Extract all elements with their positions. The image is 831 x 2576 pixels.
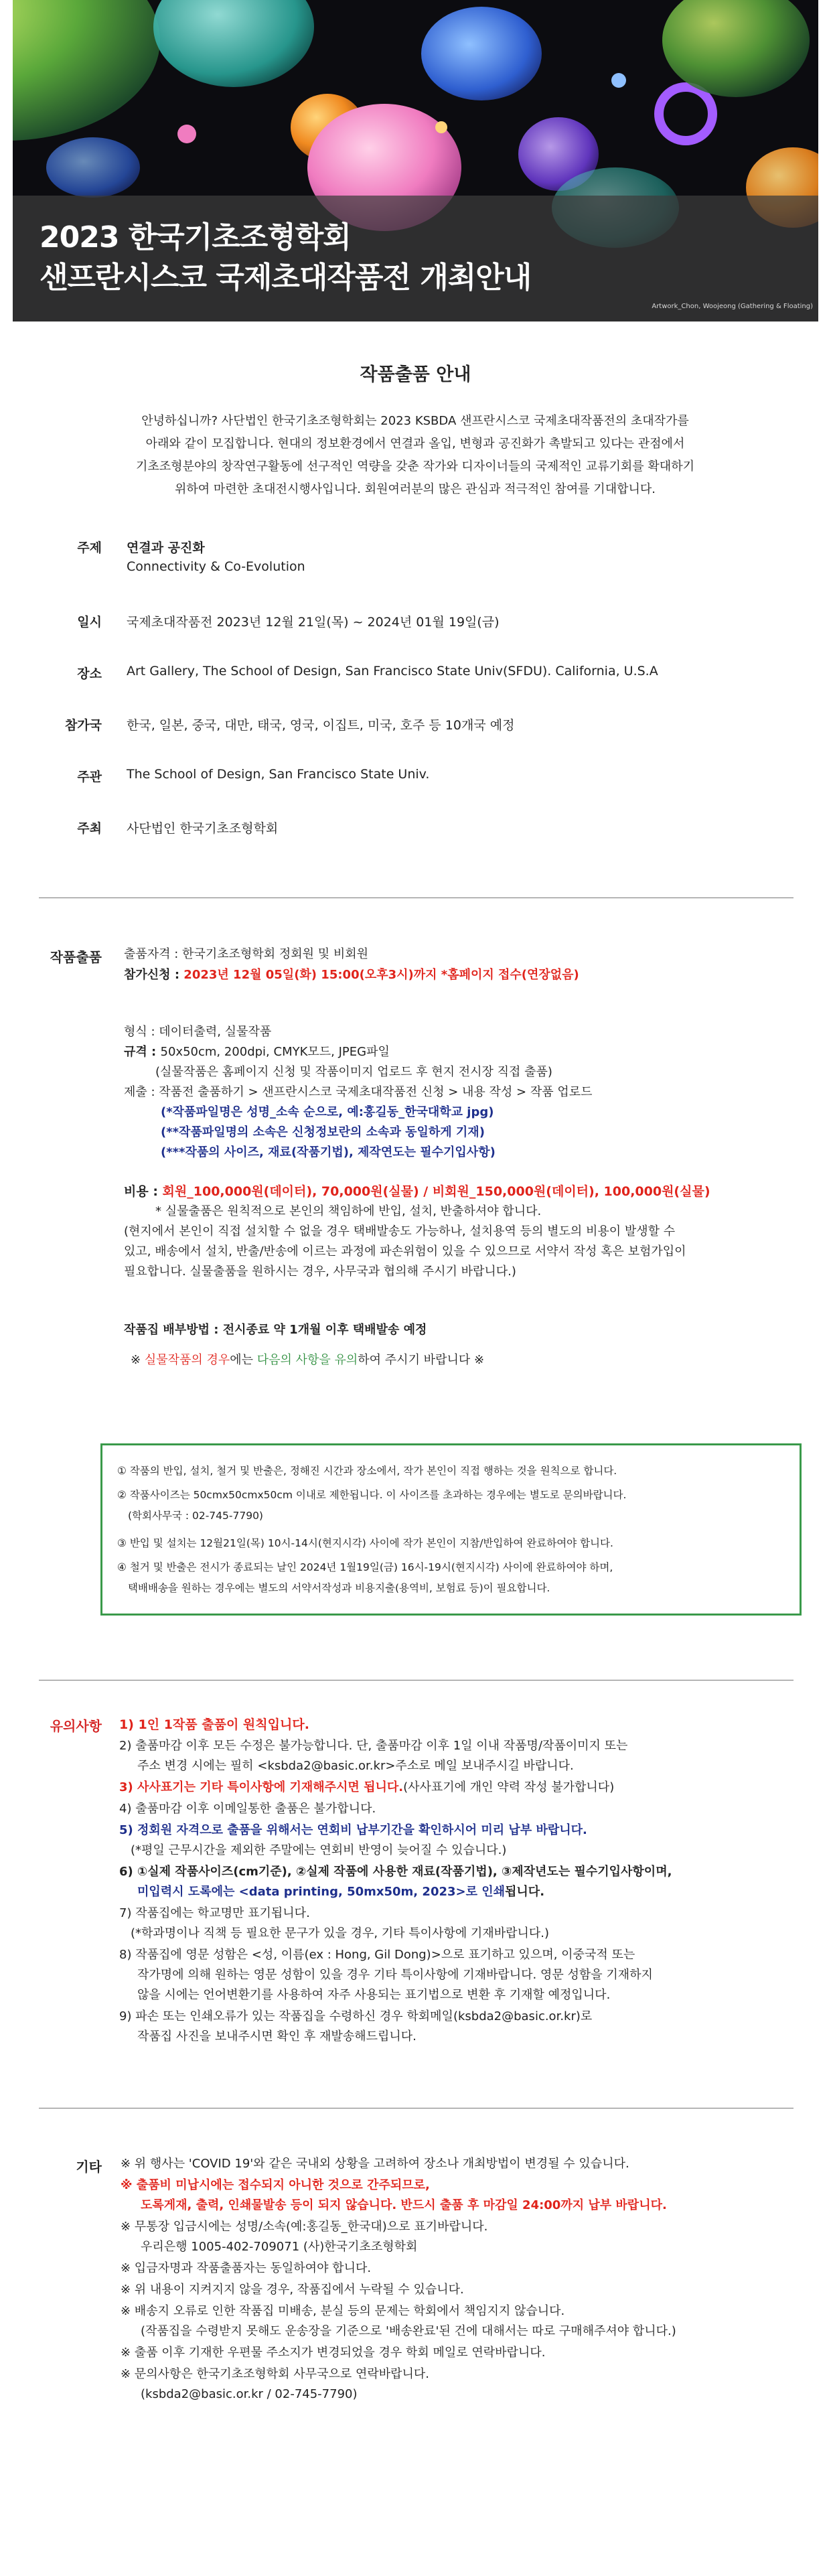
info-label: 일시 — [77, 615, 102, 630]
fee-prefix: 비용 : — [124, 1184, 163, 1199]
etc-line: ※ 배송지 오류로 인한 작품집 미배송, 분실 등의 문제는 학회에서 책임지지 않습니다. — [121, 2304, 565, 2318]
caution-item — [137, 1883, 544, 1902]
intro-line: 위하여 마련한 초대전시행사입니다. 회원여러분의 많은 관심과 적극적인 참여를 기대합니다. — [175, 482, 656, 496]
caution-mid: 에는 — [230, 1353, 257, 1367]
header-banner — [13, 0, 818, 321]
info-label: 주관 — [77, 770, 102, 784]
bank-account: 우리은행 1005-402-709071 (사)한국기초조형학회 — [141, 2240, 418, 2254]
spec-note: (실물작품은 홈페이지 신청 및 작품이미지 업로드 후 현지 전시장 직접 출품) — [155, 1065, 552, 1079]
fee-value: 회원_100,000원(데이터), 70,000원(실물) / 비회원_150,000원(데이터), 100,000원(실물) — [162, 1184, 710, 1199]
caution-red: 실물작품의 경우 — [144, 1353, 230, 1367]
catalog-delivery: 작품집 배부방법 : 전시종료 약 1개월 이후 택배발송 예정 — [124, 1323, 427, 1337]
apply-line — [124, 966, 579, 985]
caution-item — [119, 1778, 614, 1797]
intro-line: 기초조형분야의 창작연구활동에 선구적인 역량을 갖춘 작가와 디자이너들의 국제적인 교류기회를 확대하기 — [136, 459, 694, 474]
caution-item: 8) 작품집에 영문 성함은 <성, 이름(ex : Hong, Gil Dong)>으로 표기하고 있으며, 이중국적 또는 — [119, 1948, 635, 1962]
caution-item: 작품집 사진을 보내주시면 확인 후 재발송해드립니다. — [137, 2029, 417, 2044]
info-label: 주제 — [77, 541, 102, 555]
info-value: The School of Design, San Francisco State Univ. — [127, 767, 430, 782]
spec-line — [124, 1043, 390, 1062]
caution-pre: ※ — [131, 1353, 145, 1367]
info-label: 주최 — [77, 821, 102, 836]
info-value: Art Gallery, The School of Design, San Francisco State Univ(SFDU). California, U.S.A — [127, 664, 658, 678]
banner-title-line2: 샌프란시스코 국제초대작품전 개최안내 — [40, 261, 532, 295]
submit-path: 제출 : 작품전 출품하기 > 샌프란시스코 국제초대작품전 신청 > 내용 작성 > 작품 업로드 — [124, 1085, 593, 1099]
info-value: 국제초대작품전 2023년 12월 21일(목) ~ 2024년 01월 19일(금) — [127, 615, 500, 630]
info-value: 연결과 공진화 — [127, 541, 205, 555]
etc-line: (작품집을 수령받지 못해도 운송장을 기준으로 '배송완료'된 건에 대해서는 따로 구매해주셔야 합니다.) — [141, 2324, 676, 2338]
caution-item: 않을 시에는 언어변환기를 사용하여 자주 사용되는 표기법으로 변환 후 기재할 예정입니다. — [137, 1988, 611, 2002]
caution-item-navy: 미입력시 도록에는 <data printing, 50mx50m, 2023>로 인쇄 — [137, 1885, 506, 1899]
spec-prefix: 규격 : — [124, 1045, 161, 1059]
notice-item: ① 작품의 반입, 설치, 철거 및 반출은, 정해진 시간과 장소에서, 작가 본인이 직접 행하는 것을 원칙으로 합니다. — [117, 1465, 617, 1477]
banner-title-line1: 2023 한국기초조형학회 — [40, 220, 351, 255]
etc-line: ※ 문의사항은 한국기초조형학회 사무국으로 연락바랍니다. — [121, 2367, 429, 2381]
caution-item-end: 됩니다. — [505, 1885, 545, 1899]
caution-item: 2) 출품마감 이후 모든 수정은 불가능합니다. 단, 출품마감 이후 1일 이내 작품명/작품이미지 또는 — [119, 1739, 628, 1753]
etc-line: 도록게재, 출력, 인쇄물발송 등이 되지 않습니다. 반드시 출품 후 마감일 24:00까지 납부 바랍니다. — [141, 2198, 667, 2212]
eligibility: 출품자격 : 한국기초조형학회 정회원 및 비회원 — [124, 947, 369, 961]
etc-label: 기타 — [76, 2159, 102, 2175]
caution-line — [131, 1351, 484, 1370]
caution-item: (*평일 근무시간을 제외한 주말에는 연회비 반영이 늦어질 수 있습니다.) — [131, 1843, 507, 1857]
info-value: 한국, 일본, 중국, 대만, 태국, 영국, 이집트, 미국, 호주 등 10개국 예정 — [127, 718, 515, 733]
caution-end: 하여 주시기 바랍니다 ※ — [358, 1353, 485, 1367]
apply-deadline: 2023년 12월 05일(화) 15:00(오후3시)까지 *홈페이지 접수(연장없음) — [183, 968, 579, 982]
fee-detail: 있고, 배송에서 설치, 반출/반송에 이르는 과정에 파손위험이 있을 수 있으므로 서약서 작성 혹은 보험가입이 — [124, 1244, 686, 1259]
info-value-en: Connectivity & Co-Evolution — [127, 559, 305, 574]
artwork-credit: Artwork_Chon, Woojeong (Gathering & Floating) — [652, 303, 813, 310]
info-label: 참가국 — [64, 718, 102, 733]
info-value: 사단법인 한국기초조형학회 — [127, 821, 279, 836]
cautions-label: 유의사항 — [50, 1718, 102, 1734]
caution-item: 6) ①실제 작품사이즈(cm기준), ②실제 작품에 사용한 재료(작품기법), ③제작년도는 필수기입사항이며, — [119, 1865, 672, 1879]
fee-detail: (현지에서 본인이 직접 설치할 수 없을 경우 택배발송도 가능하나, 설치용역 등의 별도의 비용이 발생할 수 — [124, 1224, 676, 1238]
caution-item-rest: (사사표기에 개인 약력 작성 불가합니다) — [403, 1780, 615, 1794]
caution-item: 1) 1인 1작품 출품이 원칙입니다. — [119, 1717, 309, 1732]
submission-label: 작품출품 — [50, 949, 102, 965]
intro-line: 안녕하십니까? 사단법인 한국기초조형학회는 2023 KSBDA 샌프란시스코 국제초대작품전의 초대작가를 — [141, 414, 689, 428]
caution-item: 9) 파손 또는 인쇄오류가 있는 작품집을 수령하신 경우 학회메일(ksbda2@basic.or.kr)로 — [119, 2009, 593, 2023]
file-note: (***작품의 사이즈, 재료(작품기법), 제작연도는 필수기입사항) — [161, 1145, 496, 1159]
etc-line: ※ 출품비 미납시에는 접수되지 아니한 것으로 간주되므로, — [121, 2178, 430, 2192]
notice-item: ④ 철거 및 반출은 전시가 종료되는 날인 2024년 1월19일(금) 16시-19시(현지시각) 사이에 완료하여야 하며, — [117, 1561, 613, 1573]
etc-line: ※ 출품 이후 기재한 우편물 주소지가 변경되었을 경우 학회 메일로 연락바랍니다. — [121, 2346, 546, 2360]
etc-line: ※ 위 행사는 'COVID 19'와 같은 국내외 상황을 고려하여 장소나 개최방법이 변경될 수 있습니다. — [121, 2157, 629, 2171]
section-title: 작품출품 안내 — [360, 364, 471, 385]
caution-item: 5) 정회원 자격으로 출품을 위해서는 연회비 납부기간을 확인하시어 미리 납부 바랍니다. — [119, 1823, 587, 1837]
intro-paragraph — [40, 410, 790, 501]
etc-line: ※ 위 내용이 지켜지지 않을 경우, 작품집에서 누락될 수 있습니다. — [121, 2283, 464, 2297]
notice-item: ③ 반입 및 설치는 12월21일(목) 10시-14시(현지시각) 사이에 작가 본인이 지참/반입하여 완료하여야 합니다. — [117, 1537, 613, 1549]
caution-item: 7) 작품집에는 학교명만 표기됩니다. — [119, 1906, 310, 1920]
caution-green: 다음의 사항을 유의 — [256, 1353, 358, 1367]
fee-line — [124, 1182, 710, 1201]
apply-prefix: 참가신청 : — [124, 968, 184, 982]
caution-item: 주소 변경 시에는 필히 <ksbda2@basic.or.kr>주소로 메일 보내주시길 바랍니다. — [137, 1759, 574, 1773]
spec-value: 50x50cm, 200dpi, CMYK모드, JPEG파일 — [160, 1045, 390, 1059]
caution-item: 작가명에 의해 원하는 영문 성함이 있을 경우 기타 특이사항에 기재바랍니다. 영문 성함을 기재하지 — [137, 1968, 653, 1982]
fee-note: * 실물출품은 원칙적으로 본인의 책임하에 반입, 설치, 반출하셔야 합니다. — [155, 1204, 542, 1218]
fee-detail: 필요합니다. 실물출품을 원하시는 경우, 사무국과 협의해 주시기 바랍니다.) — [124, 1265, 516, 1279]
caution-item-red: 3) 사사표기는 기타 특이사항에 기재해주시면 됩니다. — [119, 1780, 404, 1794]
format: 형식 : 데이터출력, 실물작품 — [124, 1025, 272, 1039]
caution-item: (*학과명이나 직책 등 필요한 문구가 있을 경우, 기타 특이사항에 기재바랍니다.) — [131, 1926, 550, 1940]
notice-item: ② 작품사이즈는 50cmx50cmx50cm 이내로 제한됩니다. 이 사이즈를 초과하는 경우에는 별도로 문의바랍니다. — [117, 1489, 627, 1501]
caution-item: 4) 출품마감 이후 이메일통한 출품은 불가합니다. — [119, 1802, 376, 1816]
file-note: (*작품파일명은 성명_소속 순으로, 예:홍길동_한국대학교 jpg) — [161, 1105, 494, 1119]
contact-info: (ksbda2@basic.or.kr / 02-745-7790) — [141, 2387, 358, 2401]
notice-item: 택배배송을 원하는 경우에는 별도의 서약서작성과 비용지출(용역비, 보험료 등)이 필요합니다. — [128, 1582, 550, 1594]
file-note: (**작품파일명의 소속은 신청정보란의 소속과 동일하게 기재) — [161, 1125, 485, 1139]
etc-line: ※ 무통장 입금시에는 성명/소속(예:홍길동_한국대)으로 표기바랍니다. — [121, 2220, 488, 2234]
intro-line: 아래와 같이 모집합니다. 현대의 정보환경에서 연결과 올입, 변형과 공진화가 촉발되고 있다는 관점에서 — [145, 437, 685, 451]
notice-item: (학회사무국 : 02-745-7790) — [128, 1510, 263, 1522]
info-label: 장소 — [77, 666, 102, 681]
etc-line: ※ 입금자명과 작품출품자는 동일하여야 합니다. — [121, 2261, 372, 2275]
notice-box — [100, 1443, 802, 1616]
